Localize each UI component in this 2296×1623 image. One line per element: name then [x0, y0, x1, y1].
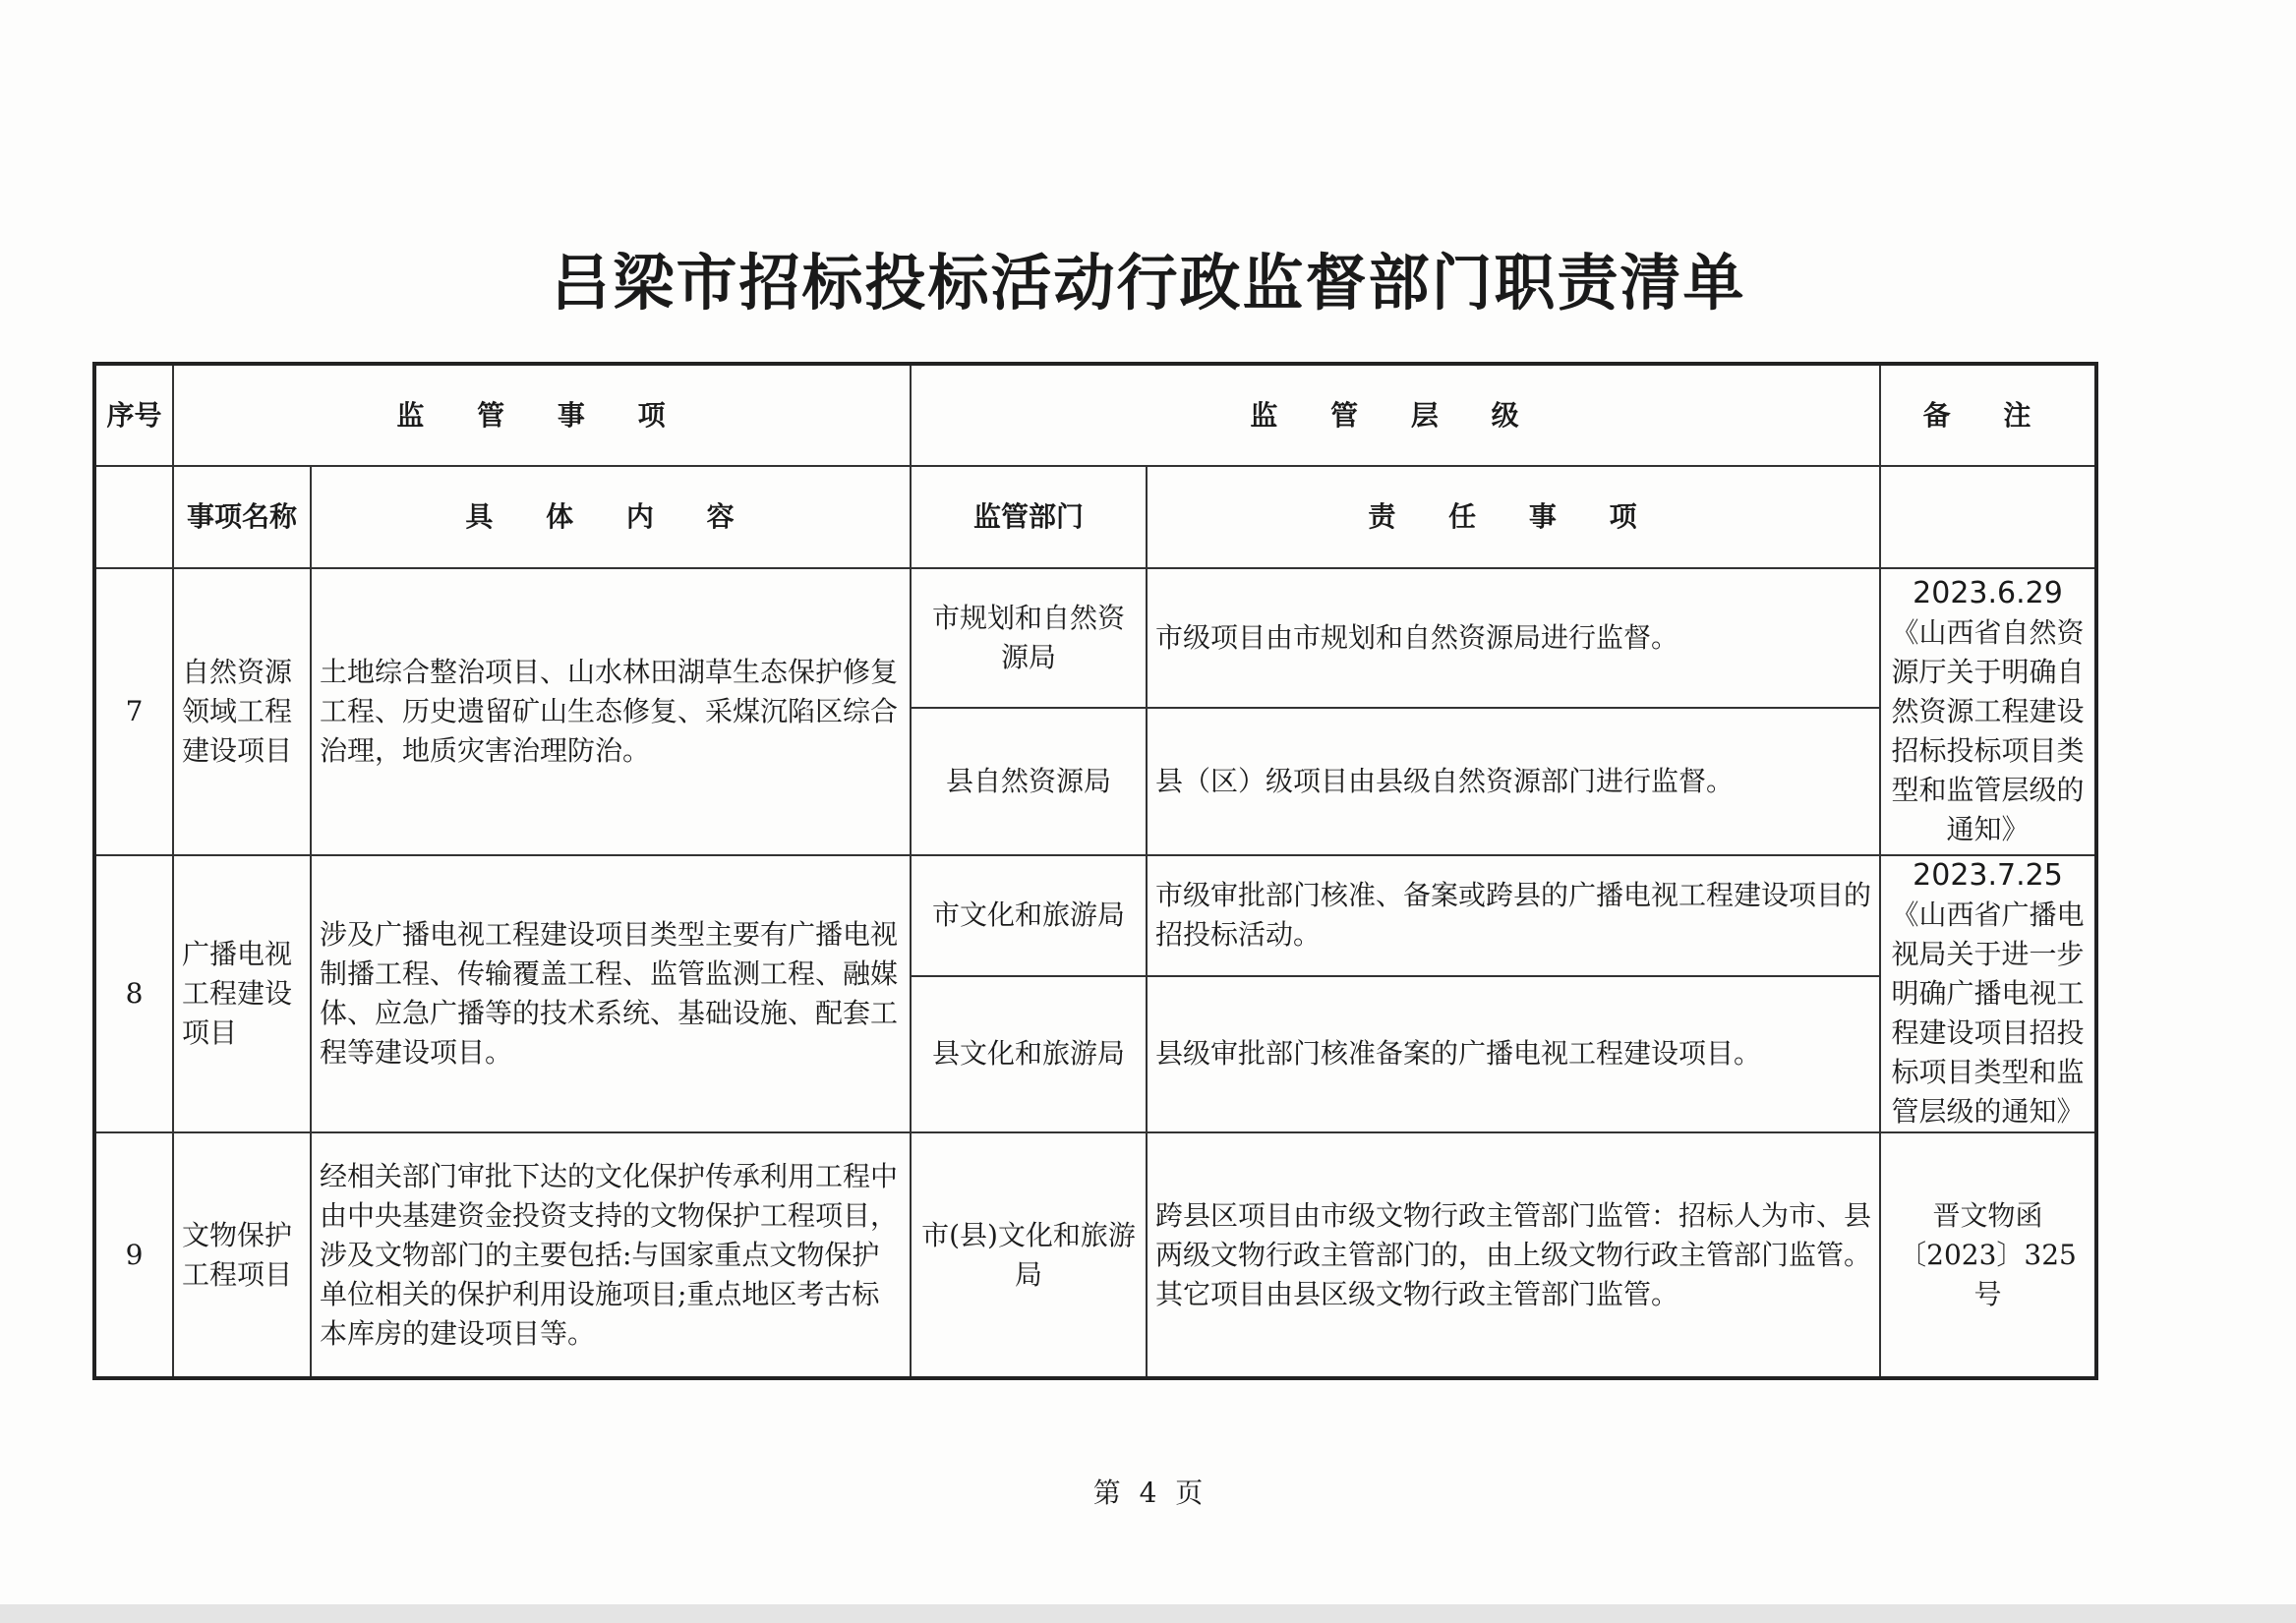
- row-content: 涉及广播电视工程建设项目类型主要有广播电视制播工程、传输覆盖工程、监管监测工程、融媒体、应急广播等的技术系统、基础设施、配套工程等建设项目。: [311, 855, 911, 1132]
- row-name: 文物保护工程项目: [173, 1132, 311, 1378]
- header-row-top: [94, 364, 2096, 466]
- row-duty: 市级项目由市规划和自然资源局进行监督。: [1147, 568, 1880, 708]
- header-seq-blank: [94, 466, 173, 568]
- row-seq: 7: [94, 568, 173, 855]
- remark-date: 2023.7.25: [1913, 858, 2063, 893]
- row-duty: 跨县区项目由市级文物行政主管部门监管：招标人为市、县两级文物行政主管部门的，由上级文物行政主管部门监管。其它项目由县区级文物行政主管部门监管。: [1147, 1132, 1880, 1378]
- row-name: 广播电视工程建设项目: [173, 855, 311, 1132]
- page-title: 吕梁市招标投标活动行政监督部门职责清单: [550, 247, 1746, 319]
- row-duty: 市级审批部门核准、备案或跨县的广播电视工程建设项目的招投标活动。: [1147, 855, 1880, 976]
- page-number: 第 4 页: [1092, 1477, 1204, 1509]
- header-duty: 责 任 事 项: [1147, 466, 1880, 568]
- row-remark: 晋文物函〔2023〕325号: [1880, 1132, 2096, 1378]
- row-remark: [1880, 855, 2096, 1132]
- row-content: 经相关部门审批下达的文化保护传承利用工程中由中央基建资金投资支持的文物保护工程项目，涉及文物部门的主要包括:与国家重点文物保护单位相关的保护利用设施项目;重点地区考古标本库房的建设项目等。: [311, 1132, 911, 1378]
- row-department: 县自然资源局: [911, 708, 1147, 855]
- duty-list-table: [92, 362, 2098, 1380]
- row-duty: 县（区）级项目由县级自然资源部门进行监督。: [1147, 708, 1880, 855]
- header-matter: 监 管 事 项: [173, 364, 911, 466]
- row-department: 市(县)文化和旅游局: [911, 1132, 1147, 1378]
- table-row: [94, 855, 2096, 976]
- row-name: 自然资源领域工程建设项目: [173, 568, 311, 855]
- row-remark: [1880, 568, 2096, 855]
- row-content: 土地综合整治项目、山水林田湖草生态保护修复工程、历史遗留矿山生态修复、采煤沉陷区综合治理，地质灾害治理防治。: [311, 568, 911, 855]
- table-row: [94, 1132, 2096, 1378]
- remark-date: 2023.6.29: [1913, 576, 2063, 610]
- row-department: 市文化和旅游局: [911, 855, 1147, 976]
- header-row-sub: [94, 466, 2096, 568]
- header-level: 监 管 层 级: [911, 364, 1880, 466]
- row-seq: 8: [94, 855, 173, 1132]
- row-duty: 县级审批部门核准备案的广播电视工程建设项目。: [1147, 976, 1880, 1132]
- row-seq: 9: [94, 1132, 173, 1378]
- header-content: 具 体 内 容: [311, 466, 911, 568]
- header-department: 监管部门: [911, 466, 1147, 568]
- header-matter-name: 事项名称: [173, 466, 311, 568]
- scan-edge-shadow: [0, 1604, 2296, 1623]
- remark-text: 《山西省自然资源厅关于明确自然资源工程建设招标投标项目类型和监管层级的通知》: [1891, 616, 2085, 845]
- header-remark: 备 注: [1880, 364, 2096, 466]
- row-department: 市规划和自然资源局: [911, 568, 1147, 708]
- header-remark-blank: [1880, 466, 2096, 568]
- header-seq: 序号: [94, 364, 173, 466]
- row-department: 县文化和旅游局: [911, 976, 1147, 1132]
- table-row: [94, 568, 2096, 708]
- remark-text: 《山西省广播电视局关于进一步明确广播电视工程建设项目招投标项目类型和监管层级的通知》: [1891, 898, 2085, 1128]
